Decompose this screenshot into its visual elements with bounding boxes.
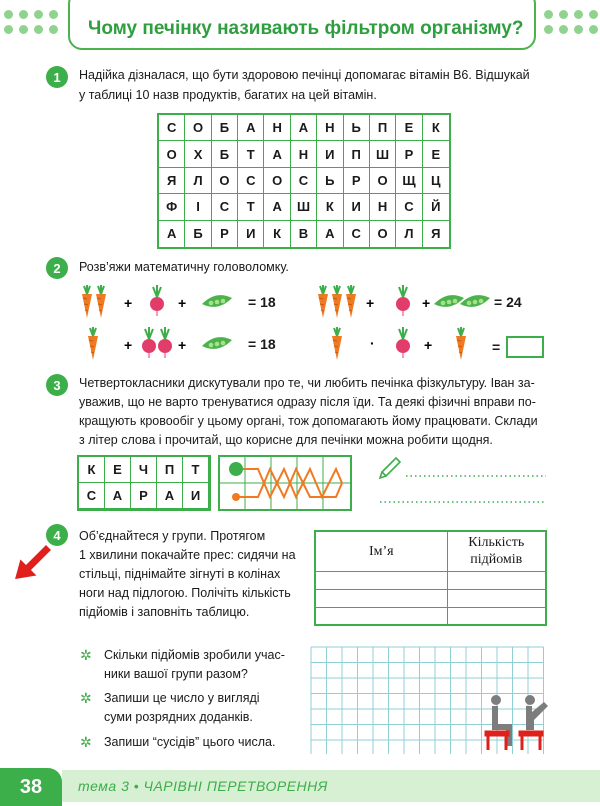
svg-text:+: + (422, 295, 431, 311)
grid-letter[interactable]: Н (264, 115, 290, 141)
grid-letter[interactable]: Ш (370, 141, 396, 167)
grid-letter[interactable]: Н (291, 141, 317, 167)
grid-letter[interactable]: Й (423, 194, 449, 220)
col-header-count-line1: Кількість (468, 535, 525, 551)
table-cell[interactable] (447, 571, 546, 589)
svg-text:+: + (178, 337, 187, 353)
grid-letter[interactable]: К (317, 194, 343, 220)
table-cell[interactable] (315, 589, 447, 607)
grid-letter[interactable]: Я (431, 226, 441, 242)
bullet-1 (80, 646, 285, 684)
grid-letter[interactable]: Б (212, 141, 238, 167)
letter-cell: Ч (131, 457, 157, 483)
grid-letter[interactable]: Щ (396, 168, 422, 194)
grid-letter[interactable]: Ш (291, 194, 317, 220)
grid-letter[interactable]: Т (238, 194, 264, 220)
grid-letter[interactable]: К (264, 221, 290, 247)
grid-letter[interactable]: Б (185, 221, 211, 247)
decor-dots-right (544, 10, 598, 34)
bullet-2 (80, 689, 260, 727)
star-bullet-icon: ✲ (80, 690, 92, 706)
table-cell[interactable] (315, 571, 447, 589)
red-arrow-icon (12, 540, 54, 584)
letter-cell: А (105, 483, 131, 509)
letter-cell: Р (131, 483, 157, 509)
task4-line2: 1 хвилини покачайте прес: сидячи на (79, 548, 296, 562)
footer (0, 768, 600, 806)
grid-letter[interactable]: А (159, 221, 185, 247)
task2-text: Розв’яжи математичну головоломку. (79, 260, 289, 274)
grid-letter[interactable]: О (264, 168, 290, 194)
letter-cell: К (79, 457, 105, 483)
svg-text:+: + (178, 295, 187, 311)
grid-letter[interactable]: П (370, 115, 396, 141)
table-cell[interactable] (447, 607, 546, 625)
star-bullet-icon: ✲ (80, 647, 92, 663)
svg-text:+: + (124, 295, 133, 311)
grid-letter[interactable]: Н (317, 115, 343, 141)
grid-letter[interactable]: Е (396, 115, 422, 141)
letter-cell: А (157, 483, 183, 509)
bullet-3 (80, 733, 275, 752)
grid-letter[interactable]: С (159, 115, 185, 141)
grid-letter[interactable]: С (396, 194, 422, 220)
table-row (315, 607, 546, 625)
page-number: 38 (0, 768, 62, 806)
task4-line5: підйомів і заповніть таблицю. (79, 605, 250, 619)
grid-letter[interactable]: И (317, 141, 343, 167)
bullet-2-line2: суми розрядних доданків. (104, 710, 253, 724)
puzzle-graphics (78, 282, 558, 368)
equation-4-result (492, 336, 544, 358)
bullet-1-line1: Скільки підйомів зробили учас- (104, 648, 285, 662)
pencil-icon (380, 458, 400, 478)
grid-letter[interactable]: Т (238, 141, 264, 167)
grid-letter[interactable]: Я (159, 168, 185, 194)
decor-dots-left (4, 10, 58, 34)
grid-letter[interactable]: А (317, 221, 343, 247)
col-header-count (447, 531, 546, 571)
grid-letter[interactable]: С (212, 194, 238, 220)
bullet-1-line2: ники вашої групи разом? (104, 667, 248, 681)
answer-box[interactable] (506, 336, 544, 358)
bullet-2-line1: Запиши це число у вигляді (104, 691, 260, 705)
equation-2-result: = 24 (494, 294, 522, 310)
answer-lines (376, 452, 548, 510)
grid-letter[interactable]: П (344, 141, 370, 167)
task4-line3: стільці, піднімайте зігнуті в колінах (79, 567, 281, 581)
letter-cell: С (79, 483, 105, 509)
grid-letter[interactable]: Л (185, 168, 211, 194)
letter-cell: Т (183, 457, 209, 483)
task1-line2: у таблиці 10 назв продуктів, багатих на цей вітамін. (79, 88, 377, 102)
table-cell[interactable] (447, 589, 546, 607)
equation-1-result: = 18 (248, 294, 276, 310)
letter-cell: И (183, 483, 209, 509)
task-number-1: 1 (46, 66, 68, 88)
task3-line3: кращують кровообіг у цьому органі, тож допомагають йому працювати. Склади (79, 414, 538, 428)
grid-letter[interactable]: Н (370, 194, 396, 220)
grid-letter[interactable]: О (370, 221, 396, 247)
letter-cell: Е (105, 457, 131, 483)
table-row (315, 571, 546, 589)
task4-line4: ноги над підлогою. Полічіть кількість (79, 586, 291, 600)
star-bullet-icon: ✲ (80, 734, 92, 750)
grid-letter[interactable]: Р (212, 221, 238, 247)
grid-letter[interactable]: Л (396, 221, 422, 247)
grid-letter[interactable]: С (344, 221, 370, 247)
svg-text:+: + (366, 295, 375, 311)
table-cell[interactable] (315, 607, 447, 625)
grid-letter[interactable]: О (212, 168, 238, 194)
letter-boxes (77, 455, 211, 511)
task4-line1: Об’єднайтеся у групи. Протягом (79, 529, 266, 543)
grid-letter[interactable]: А (291, 115, 317, 141)
grid-letter[interactable]: О (185, 115, 211, 141)
grid-letter[interactable]: А (238, 115, 264, 141)
grid-letter[interactable]: И (344, 194, 370, 220)
grid-letter[interactable]: Х (185, 141, 211, 167)
grid-letter[interactable]: И (238, 221, 264, 247)
grid-letter[interactable]: А (264, 141, 290, 167)
grid-letter[interactable]: Ь (317, 168, 343, 194)
task3-line2: уважив, що не варто тренуватися одразу після їди. Та деякі фізичні вправи по- (79, 395, 536, 409)
task-number-4: 4 (46, 524, 68, 546)
grid-letter[interactable]: І (185, 194, 211, 220)
letter-cell: П (157, 457, 183, 483)
grid-letter[interactable]: Ф (159, 194, 185, 220)
grid-letter[interactable]: Ц (423, 168, 449, 194)
col-header-name: Ім’я (315, 531, 447, 571)
task-number-3: 3 (46, 374, 68, 396)
letter-grid (157, 113, 451, 249)
sitting-person-icon (486, 695, 512, 750)
grid-letter[interactable]: С (238, 168, 264, 194)
task1-line1: Надійка дізналася, що бути здоровою печінці допомагає вітамін В6. Відшукай (79, 68, 530, 82)
zigzag-path-diagram (218, 455, 352, 511)
grid-letter[interactable]: С (291, 168, 317, 194)
col-header-count-line2: підйомів (470, 552, 523, 568)
topic-title: тема 3 • ЧАРІВНІ ПЕРЕТВОРЕННЯ (78, 778, 328, 794)
task3-line4: з літер слова і прочитай, що корисне для печінки можна робити щодня. (79, 433, 493, 447)
grid-letter[interactable]: В (291, 221, 317, 247)
task-number-2: 2 (46, 257, 68, 279)
task3-line1: Четвертокласники дискутували про те, чи любить печінка фізкультуру. Іван за- (79, 376, 535, 390)
bullet-3-line1: Запиши “сусідів” цього числа. (104, 735, 276, 749)
squared-answer-grid[interactable] (310, 646, 558, 754)
grid-letter[interactable]: О (159, 141, 185, 167)
grid-letter[interactable]: А (264, 194, 290, 220)
svg-text:+: + (124, 337, 133, 353)
equation-3-result: = 18 (248, 336, 276, 352)
results-table (314, 530, 547, 626)
svg-text:+: + (424, 337, 433, 353)
grid-letter[interactable]: Б (212, 115, 238, 141)
grid-letter[interactable]: К (423, 115, 449, 141)
svg-text:·: · (370, 335, 375, 351)
table-row (315, 589, 546, 607)
grid-letter[interactable]: Е (423, 141, 449, 167)
equals-sign: = (492, 339, 501, 355)
grid-letter[interactable]: Р (396, 141, 422, 167)
grid-letter[interactable]: Р (344, 168, 370, 194)
page-title: Чому печінку називають фільтром організму? (88, 18, 524, 39)
grid-letter[interactable]: О (370, 168, 396, 194)
grid-letter[interactable]: Ь (344, 115, 370, 141)
